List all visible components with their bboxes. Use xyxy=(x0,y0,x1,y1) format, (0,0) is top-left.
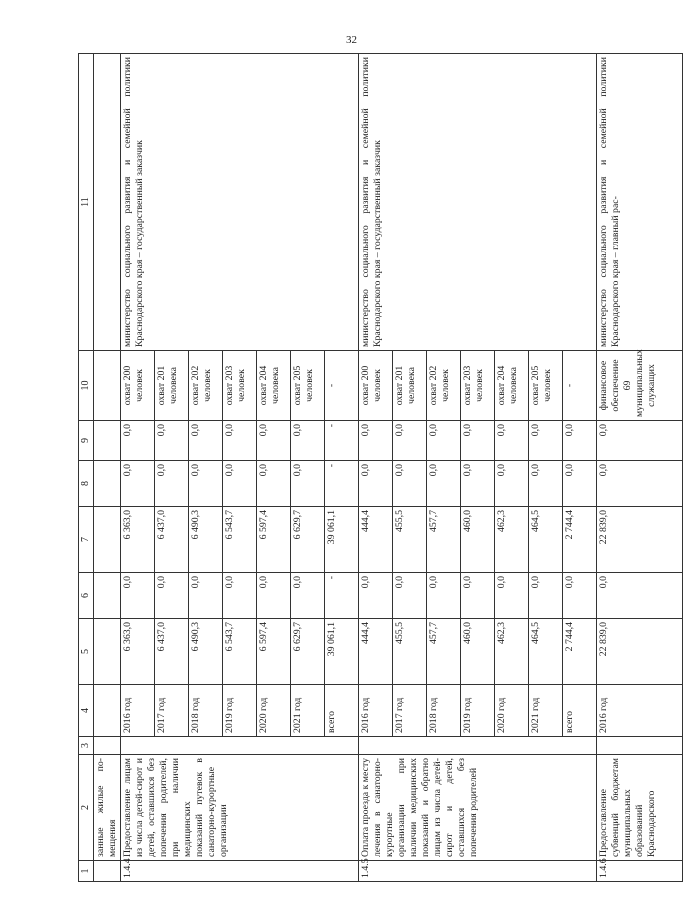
regional-cell: 2 744,4 xyxy=(563,507,597,573)
result-cell: охват 205 человек xyxy=(291,351,325,421)
program-activities-table xyxy=(78,53,683,882)
regional-cell: 6 543,7 xyxy=(223,507,257,573)
extrabudget-cell: 0,0 xyxy=(359,421,393,461)
program-table-rotated xyxy=(78,52,657,882)
federal-cell: 0,0 xyxy=(597,573,683,619)
result-cell: охват 201 человека xyxy=(393,351,427,421)
municipal-cell: 0,0 xyxy=(597,461,683,507)
activity-number: 1.4.5 xyxy=(359,861,597,882)
municipal-cell: 0,0 xyxy=(155,461,189,507)
page-number: 32 xyxy=(346,34,357,46)
total-cell: 457,7 xyxy=(427,619,461,685)
result-cell: - xyxy=(325,351,359,421)
federal-cell: 0,0 xyxy=(189,573,223,619)
federal-cell: 0,0 xyxy=(563,573,597,619)
regional-cell: 22 839,0 xyxy=(597,507,683,573)
regional-cell: 39 061,1 xyxy=(325,507,359,573)
status-cell xyxy=(359,737,597,755)
year-cell: 2016 год xyxy=(597,685,683,737)
total-cell: 6 490,3 xyxy=(189,619,223,685)
regional-cell: 444,4 xyxy=(359,507,393,573)
federal-cell: 0,0 xyxy=(495,573,529,619)
result-cell: охват 204 человека xyxy=(495,351,529,421)
federal-cell: 0,0 xyxy=(393,573,427,619)
status-cell xyxy=(597,737,683,755)
result-cell: охват 203 человек xyxy=(461,351,495,421)
column-number: 4 xyxy=(79,685,94,737)
total-cell: 464,5 xyxy=(529,619,563,685)
result-cell: охват 202 человек xyxy=(427,351,461,421)
total-cell: 6 597,4 xyxy=(257,619,291,685)
total-cell: 462,3 xyxy=(495,619,529,685)
municipal-cell: 0,0 xyxy=(223,461,257,507)
year-cell: 2021 год xyxy=(291,685,325,737)
regional-cell: 455,5 xyxy=(393,507,427,573)
federal-cell: 0,0 xyxy=(461,573,495,619)
regional-cell: 464,5 xyxy=(529,507,563,573)
federal-cell: 0,0 xyxy=(291,573,325,619)
total-cell: 6 629,7 xyxy=(291,619,325,685)
executor-cell: министерство социального развития и семейной политики Краснодарского края – государственный заказчик xyxy=(359,54,597,351)
result-cell: охват 204 человека xyxy=(257,351,291,421)
extrabudget-cell: 0,0 xyxy=(155,421,189,461)
executor-cell: министерство социального развития и семейной политики Краснодарского края – главный рас- xyxy=(597,54,683,351)
year-cell: 2016 год xyxy=(359,685,393,737)
regional-cell: 457,7 xyxy=(427,507,461,573)
year-cell: 2017 год xyxy=(155,685,189,737)
column-number: 8 xyxy=(79,461,94,507)
column-number: 2 xyxy=(79,755,94,861)
year-cell: 2019 год xyxy=(461,685,495,737)
result-cell: - xyxy=(563,351,597,421)
extrabudget-cell: 0,0 xyxy=(121,421,155,461)
activity-name: Предоставление лицам из числа детей-сирот и детей, оставшихся без попечения родителей, при наличии медицинских показаний путевок в санаторно-курортные организации xyxy=(121,755,359,861)
federal-cell: 0,0 xyxy=(121,573,155,619)
result-cell: охват 202 человек xyxy=(189,351,223,421)
year-cell: 2016 год xyxy=(121,685,155,737)
extrabudget-cell: 0,0 xyxy=(563,421,597,461)
regional-cell: 6 437,0 xyxy=(155,507,189,573)
extrabudget-cell: 0,0 xyxy=(223,421,257,461)
activity-number: 1.4.6 xyxy=(597,861,683,882)
rotated-sheet xyxy=(78,52,657,882)
activity-name: Предоставление субвенций бюджетам муниципальных образований Краснодарского xyxy=(597,755,683,861)
table-row xyxy=(359,54,393,882)
federal-cell: 0,0 xyxy=(223,573,257,619)
municipal-cell: 0,0 xyxy=(427,461,461,507)
table-row xyxy=(121,54,155,882)
municipal-cell: 0,0 xyxy=(257,461,291,507)
column-number: 1 xyxy=(79,861,94,882)
continuation-row xyxy=(94,54,121,882)
year-cell: всего xyxy=(563,685,597,737)
municipal-cell: 0,0 xyxy=(291,461,325,507)
extrabudget-cell: 0,0 xyxy=(461,421,495,461)
activity-name: Оплата проезда к месту лечения в санаторно-курортные организации при наличии медицинских показаний и обратно лицам из числа детей-сирот и детей, оставшихся без попечения родителей xyxy=(359,755,597,861)
municipal-cell: 0,0 xyxy=(121,461,155,507)
extrabudget-cell: 0,0 xyxy=(427,421,461,461)
extrabudget-cell: 0,0 xyxy=(495,421,529,461)
column-number: 9 xyxy=(79,421,94,461)
total-cell: 39 061,1 xyxy=(325,619,359,685)
column-number: 11 xyxy=(79,54,94,351)
result-cell: охват 200 человек xyxy=(121,351,155,421)
result-cell: охват 200 человек xyxy=(359,351,393,421)
extrabudget-cell: 0,0 xyxy=(189,421,223,461)
result-cell: охват 205 человек xyxy=(529,351,563,421)
year-cell: всего xyxy=(325,685,359,737)
column-number: 3 xyxy=(79,737,94,755)
total-cell: 460,0 xyxy=(461,619,495,685)
column-number-row xyxy=(79,54,94,882)
federal-cell: 0,0 xyxy=(427,573,461,619)
municipal-cell: 0,0 xyxy=(529,461,563,507)
year-cell: 2018 год xyxy=(427,685,461,737)
executor-cell: министерство социального развития и семейной политики Краснодарского края – государственный заказчик xyxy=(121,54,359,351)
extrabudget-cell: 0,0 xyxy=(257,421,291,461)
federal-cell: 0,0 xyxy=(257,573,291,619)
total-cell: 6 363,0 xyxy=(121,619,155,685)
regional-cell: 6 490,3 xyxy=(189,507,223,573)
total-cell: 2 744,4 xyxy=(563,619,597,685)
federal-cell: 0,0 xyxy=(155,573,189,619)
regional-cell: 6 597,4 xyxy=(257,507,291,573)
federal-cell: - xyxy=(325,573,359,619)
result-cell: финансовое обеспечение 69 муниципальных служащих xyxy=(597,351,683,421)
total-cell: 6 437,0 xyxy=(155,619,189,685)
extrabudget-cell: 0,0 xyxy=(393,421,427,461)
year-cell: 2019 год xyxy=(223,685,257,737)
year-cell: 2021 год xyxy=(529,685,563,737)
result-cell: охват 201 человека xyxy=(155,351,189,421)
municipal-cell: - xyxy=(325,461,359,507)
municipal-cell: 0,0 xyxy=(359,461,393,507)
regional-cell: 6 363,0 xyxy=(121,507,155,573)
municipal-cell: 0,0 xyxy=(495,461,529,507)
federal-cell: 0,0 xyxy=(359,573,393,619)
year-cell: 2020 год xyxy=(257,685,291,737)
extrabudget-cell: - xyxy=(325,421,359,461)
total-cell: 444,4 xyxy=(359,619,393,685)
year-cell: 2018 год xyxy=(189,685,223,737)
total-cell: 22 839,0 xyxy=(597,619,683,685)
column-number: 5 xyxy=(79,619,94,685)
total-cell: 455,5 xyxy=(393,619,427,685)
continued-activity-text: занные жилые по-мещения xyxy=(94,755,121,861)
municipal-cell: 0,0 xyxy=(563,461,597,507)
year-cell: 2020 год xyxy=(495,685,529,737)
regional-cell: 460,0 xyxy=(461,507,495,573)
table-row xyxy=(597,54,683,882)
municipal-cell: 0,0 xyxy=(393,461,427,507)
column-number: 10 xyxy=(79,351,94,421)
extrabudget-cell: 0,0 xyxy=(597,421,683,461)
status-cell xyxy=(121,737,359,755)
regional-cell: 462,3 xyxy=(495,507,529,573)
activity-number: 1.4.4 xyxy=(121,861,359,882)
extrabudget-cell: 0,0 xyxy=(529,421,563,461)
municipal-cell: 0,0 xyxy=(461,461,495,507)
federal-cell: 0,0 xyxy=(529,573,563,619)
regional-cell: 6 629,7 xyxy=(291,507,325,573)
total-cell: 6 543,7 xyxy=(223,619,257,685)
extrabudget-cell: 0,0 xyxy=(291,421,325,461)
municipal-cell: 0,0 xyxy=(189,461,223,507)
column-number: 7 xyxy=(79,507,94,573)
year-cell: 2017 год xyxy=(393,685,427,737)
column-number: 6 xyxy=(79,573,94,619)
result-cell: охват 203 человек xyxy=(223,351,257,421)
